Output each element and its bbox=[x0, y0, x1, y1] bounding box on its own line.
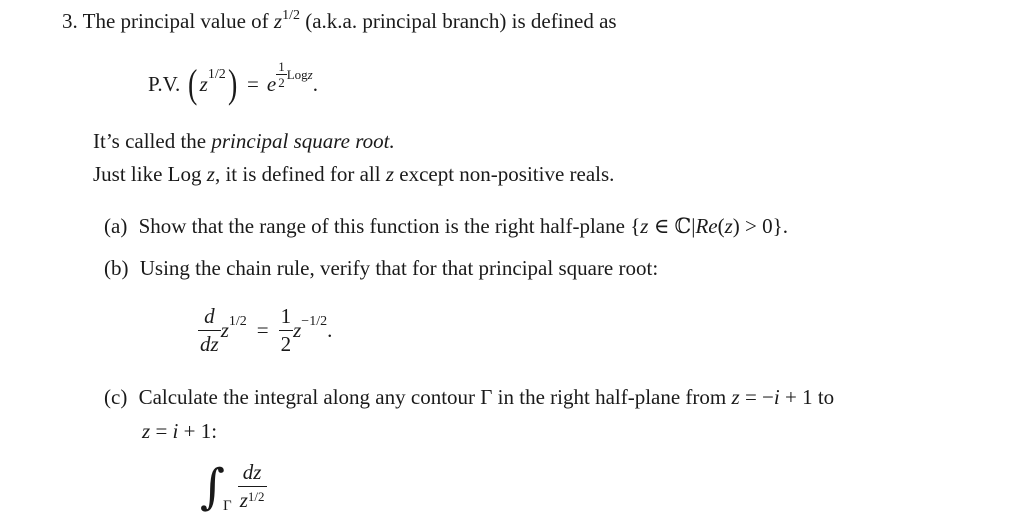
equals-sign: = bbox=[247, 71, 259, 96]
part-a-text: Show that the range of this function is the right half-plane { bbox=[138, 214, 641, 238]
intro-text: The principal value of bbox=[82, 9, 274, 33]
one-half-fraction bbox=[279, 306, 294, 355]
log-text: Log bbox=[286, 66, 308, 82]
part-a bbox=[104, 216, 788, 237]
equals-sign: = bbox=[150, 419, 173, 443]
called-line bbox=[93, 131, 395, 152]
intro-text-end: (a.k.a. principal branch) is defined as bbox=[299, 9, 617, 33]
math-z: z bbox=[220, 318, 229, 342]
math-i: i bbox=[773, 385, 780, 409]
fraction-bar bbox=[279, 330, 294, 331]
math-z: z bbox=[142, 419, 151, 443]
math-z: z bbox=[724, 214, 733, 238]
period: . bbox=[312, 71, 318, 96]
part-label: (c) bbox=[104, 385, 128, 409]
pv-label: P.V. bbox=[148, 71, 181, 96]
half-fraction bbox=[276, 60, 287, 89]
math-z: z bbox=[731, 385, 740, 409]
integral-expression bbox=[200, 458, 267, 515]
fraction-denominator: 2 bbox=[280, 332, 292, 356]
part-a-text-set: ∈ ℂ| bbox=[648, 214, 696, 238]
fraction-bar bbox=[238, 486, 267, 487]
justlike-line bbox=[93, 164, 614, 185]
exponent-expression bbox=[276, 60, 313, 89]
justlike-text-end: except non-positive reals. bbox=[394, 162, 615, 186]
math-i: i bbox=[172, 419, 179, 443]
part-c-text-mid: = − bbox=[739, 385, 774, 409]
exponent: 1/2 bbox=[228, 313, 247, 329]
integral-subscript: Γ bbox=[223, 498, 232, 514]
fraction-numerator: 1 bbox=[280, 304, 292, 328]
fraction-numerator: d bbox=[204, 304, 215, 328]
exponent: 1/2 bbox=[207, 67, 226, 82]
fraction-bar bbox=[198, 330, 221, 331]
right-paren: ) bbox=[227, 61, 238, 106]
fraction-denominator bbox=[238, 490, 267, 511]
exponent: −1/2 bbox=[301, 313, 328, 329]
problem-statement-line bbox=[62, 8, 617, 33]
derivative-equation bbox=[198, 306, 332, 355]
part-c-line2-end: + 1: bbox=[178, 419, 218, 443]
fraction-denominator: dz bbox=[200, 332, 219, 356]
math-e: e bbox=[266, 71, 277, 96]
fraction-numerator: dz bbox=[242, 460, 262, 484]
justlike-text-mid: , it is defined for all bbox=[214, 162, 386, 186]
called-text: It’s called the bbox=[93, 129, 212, 153]
math-z: z bbox=[273, 9, 283, 33]
exponent: 1/2 bbox=[247, 489, 265, 504]
left-paren: ( bbox=[188, 61, 198, 106]
problem-number: 3. bbox=[62, 9, 78, 33]
part-c-text-end: + 1 to bbox=[779, 385, 835, 409]
pv-equation bbox=[148, 58, 318, 106]
part-label: (b) bbox=[104, 256, 129, 280]
integrand-fraction bbox=[238, 462, 267, 511]
justlike-text: Just like Log bbox=[93, 162, 207, 186]
math-z: z bbox=[307, 66, 313, 82]
part-c-text: Calculate the integral along any contour Γ in the right half-plane from bbox=[138, 385, 732, 409]
fraction-numerator: 1 bbox=[278, 58, 285, 74]
part-b bbox=[104, 258, 658, 279]
exponent: 1/2 bbox=[282, 8, 300, 23]
equals-sign: = bbox=[256, 318, 269, 342]
period: . bbox=[327, 318, 333, 342]
part-c-line2 bbox=[142, 421, 217, 442]
math-z: z bbox=[239, 488, 248, 512]
part-a-text-end: ) > 0}. bbox=[732, 214, 788, 238]
part-b-text: Using the chain rule, verify that for that principal square root: bbox=[139, 256, 659, 280]
math-z: z bbox=[385, 162, 394, 186]
fraction-denominator: 2 bbox=[278, 74, 285, 90]
derivative-operator bbox=[198, 306, 221, 355]
part-label: (a) bbox=[104, 214, 128, 238]
open-paren: ( bbox=[717, 214, 725, 238]
math-z: z bbox=[199, 71, 208, 96]
principal-square-root-term: principal square root. bbox=[211, 129, 395, 153]
part-c bbox=[104, 387, 834, 408]
math-z: z bbox=[293, 318, 302, 342]
math-z: z bbox=[206, 162, 215, 186]
math-re: Re bbox=[695, 214, 718, 238]
math-z: z bbox=[640, 214, 649, 238]
integral-sign: ∫ bbox=[200, 458, 226, 515]
